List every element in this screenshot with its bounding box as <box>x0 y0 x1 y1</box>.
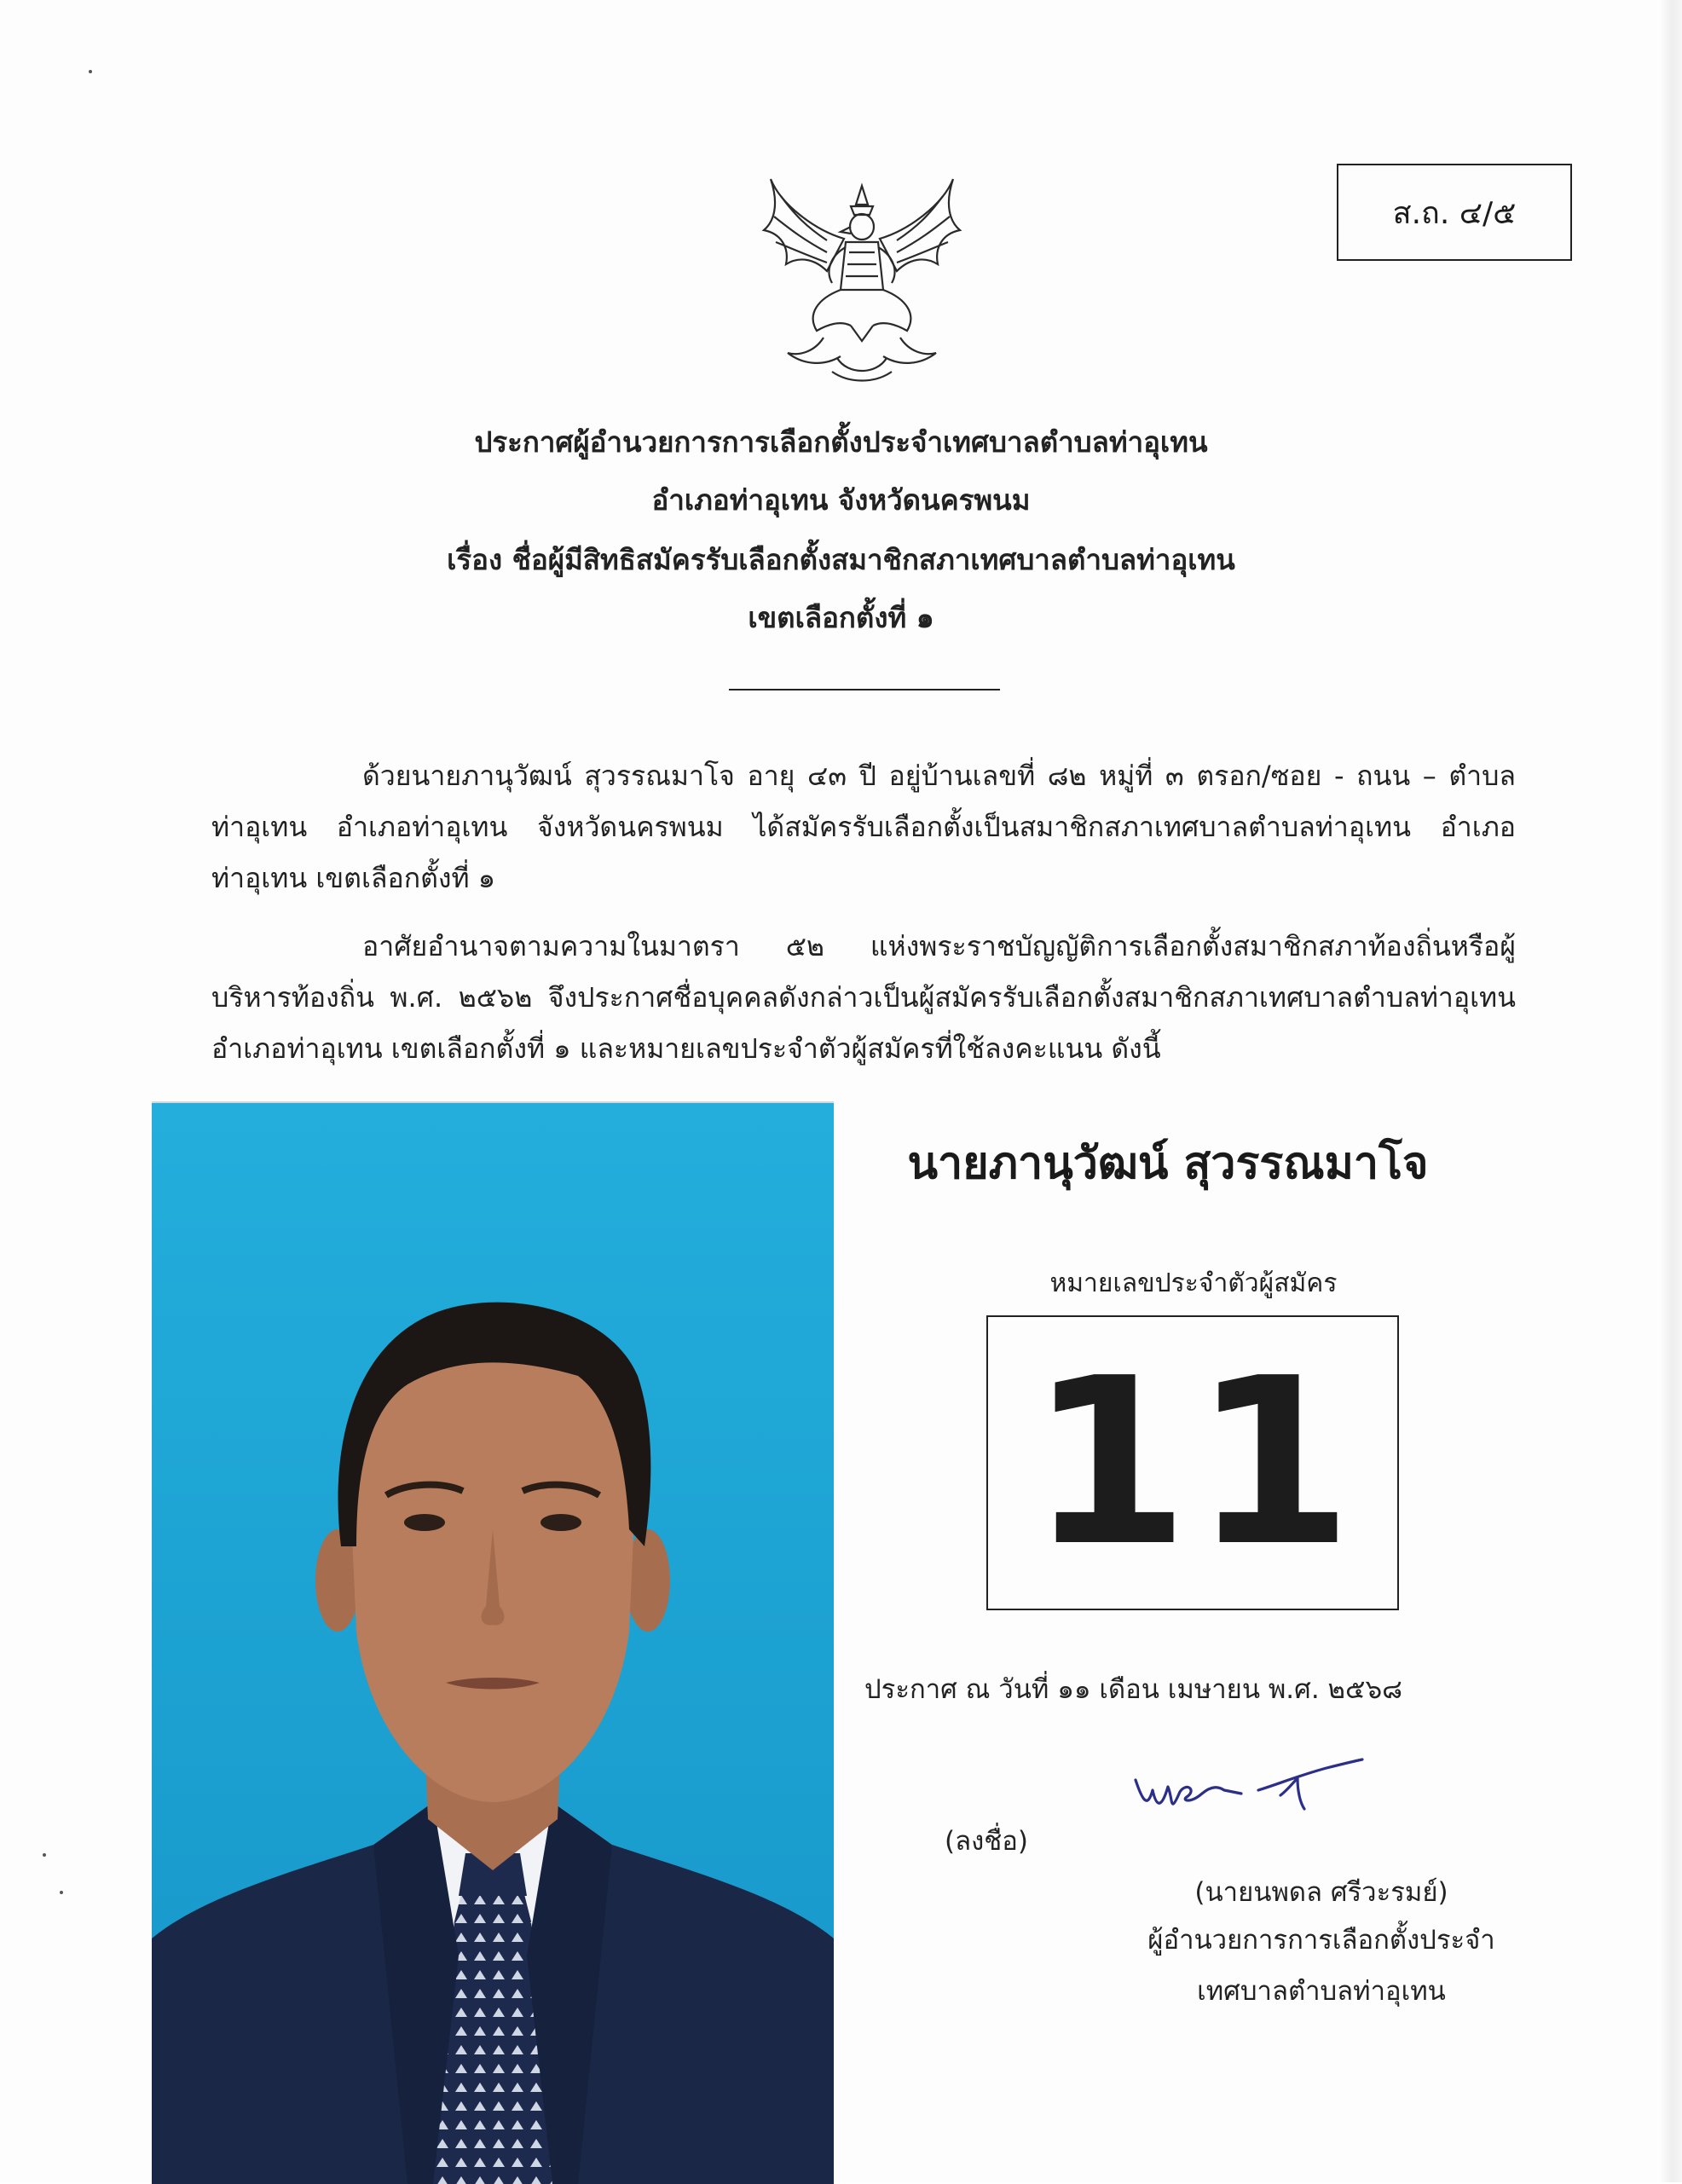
announcement-title-line-1: ประกาศผู้อำนวยการการเลือกตั้งประจำเทศบาลตำบลท่าอุเทน <box>474 425 1208 459</box>
signer-name: (นายนพดล ศรีวะรมย์) <box>1194 1877 1448 1908</box>
candidate-number-label: หมายเลขประจำตัวผู้สมัคร <box>1049 1268 1338 1298</box>
signature-label: (ลงชื่อ) <box>945 1826 1028 1857</box>
announcement-title-line-2: อำเภอท่าอุเทน จังหวัดนครพนม <box>651 483 1031 517</box>
body-paragraph-1: ด้วยนายภานุวัฒน์ สุวรรณมาโจ อายุ ๔๓ ปี อยู่บ้านเลขที่ ๘๒ หมู่ที่ ๓ ตรอก/ซอย - ถนน – ตำบลท่าอุเทน อำเภอท่าอุเทน จังหวัดนครพนม ได้สมัครรับเลือกตั้งเป็นสมาชิกสภาเทศบาลตำบลท่าอุเทน อำเภอท่าอุเทน เขตเลือกตั้งที่ ๑ <box>211 760 1516 894</box>
form-code-box <box>1337 164 1572 261</box>
candidate-number: 11 <box>1029 1328 1356 1597</box>
form-code-text: ส.ถ. ๔/๕ <box>1392 195 1517 231</box>
announcement-date: ประกาศ ณ วันที่ ๑๑ เดือน เมษายน พ.ศ. ๒๕๖๘ <box>864 1674 1403 1705</box>
handwritten-signature <box>1130 1756 1369 1824</box>
candidate-photo <box>152 1101 834 2184</box>
body-paragraph-2: อาศัยอำนาจตามความในมาตรา ๕๒ แห่งพระราชบัญญัติการเลือกตั้งสมาชิกสภาท้องถิ่นหรือผู้บริหารท้องถิ่น พ.ศ. ๒๕๖๒ จึงประกาศชื่อบุคคลดังกล่าวเป็นผู้สมัครรับเลือกตั้งสมาชิกสภาเทศบาลตำบลท่าอุเทน อำเภอท่าอุเทน เขตเลือกตั้งที่ ๑ และหมายเลขประจำตัวผู้สมัครที่ใช้ลงคะแนน ดังนี้ <box>211 930 1516 1065</box>
announcement-subject-line: เรื่อง ชื่อผู้มีสิทธิสมัครรับเลือกตั้งสมาชิกสภาเทศบาลตำบลท่าอุเทน <box>447 543 1235 576</box>
candidate-number-box <box>986 1315 1399 1610</box>
scan-speck <box>89 70 92 73</box>
scan-speck <box>60 1891 63 1894</box>
header-divider <box>729 689 1000 690</box>
scan-speck <box>43 1853 46 1857</box>
garuda-emblem-icon <box>755 170 968 388</box>
scan-edge-shadow <box>1658 0 1682 2182</box>
signer-title-line-2: เทศบาลตำบลท่าอุเทน <box>1197 1976 1446 2007</box>
signer-title-line-1: ผู้อำนวยการการเลือกตั้งประจำ <box>1147 1925 1495 1956</box>
candidate-name: นายภานุวัฒน์ สุวรรณมาโจ <box>907 1138 1429 1189</box>
announcement-district-line: เขตเลือกตั้งที่ ๑ <box>748 601 934 634</box>
